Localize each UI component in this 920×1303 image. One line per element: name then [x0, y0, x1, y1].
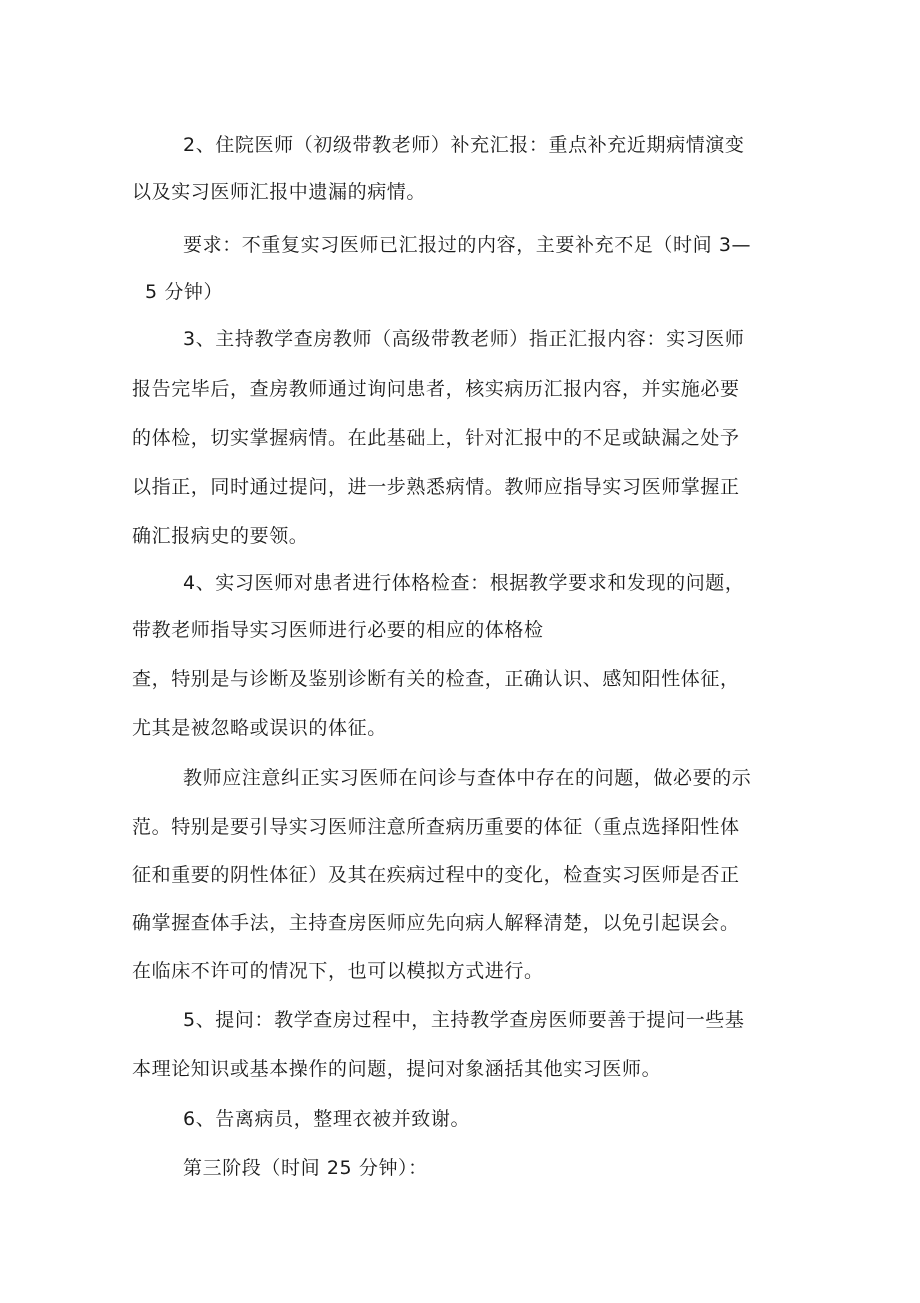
section-heading: 第三阶段（时间 25 分钟）：	[183, 1157, 428, 1179]
paragraph-line: 以及实习医师汇报中遗漏的病情。	[132, 181, 427, 203]
paragraph-line: 要求：不重复实习医师已汇报过的内容，主要补充不足（时间 3—	[183, 234, 752, 256]
paragraph-line: 在临床不许可的情况下，也可以模拟方式进行。	[132, 960, 544, 982]
paragraph-line: 尤其是被忽略或误识的体征。	[132, 717, 387, 739]
paragraph-line: 5 分钟）	[145, 281, 224, 303]
paragraph-line: 征和重要的阴性体征）及其在疾病过程中的变化，检查实习医师是否正	[132, 864, 740, 886]
paragraph-line: 以指正，同时通过提问，进一步熟悉病情。教师应指导实习医师掌握正	[132, 476, 740, 498]
paragraph-line: 教师应注意纠正实习医师在问诊与查体中存在的问题，做必要的示	[183, 767, 752, 789]
paragraph-line: 6、告离病员，整理衣被并致谢。	[183, 1108, 471, 1130]
paragraph-line: 本理论知识或基本操作的问题，提问对象涵括其他实习医师。	[132, 1058, 662, 1080]
paragraph-line: 4、实习医师对患者进行体格检查：根据教学要求和发现的问题，	[183, 572, 745, 594]
paragraph-line: 报告完毕后，查房教师通过询问患者，核实病历汇报内容，并实施必要	[132, 378, 740, 400]
paragraph-line: 2、住院医师（初级带教老师）补充汇报：重点补充近期病情演变	[183, 134, 745, 156]
paragraph-line: 确掌握查体手法，主持查房医师应先向病人解释清楚，以免引起误会。	[132, 912, 740, 934]
paragraph-line: 带教老师指导实习医师进行必要的相应的体格检	[132, 619, 544, 641]
paragraph-line: 查，特别是与诊断及鉴别诊断有关的检查，正确认识、感知阳性体征，	[132, 668, 740, 690]
paragraph-line: 的体检，切实掌握病情。在此基础上，针对汇报中的不足或缺漏之处予	[132, 427, 740, 449]
paragraph-line: 确汇报病史的要领。	[132, 525, 309, 547]
paragraph-line: 5、提问：教学查房过程中，主持教学查房医师要善于提问一些基	[183, 1009, 745, 1031]
paragraph-line: 3、主持教学查房教师（高级带教老师）指正汇报内容：实习医师	[183, 328, 745, 350]
paragraph-line: 范。特别是要引导实习医师注意所查病历重要的体征（重点选择阳性体	[132, 816, 740, 838]
